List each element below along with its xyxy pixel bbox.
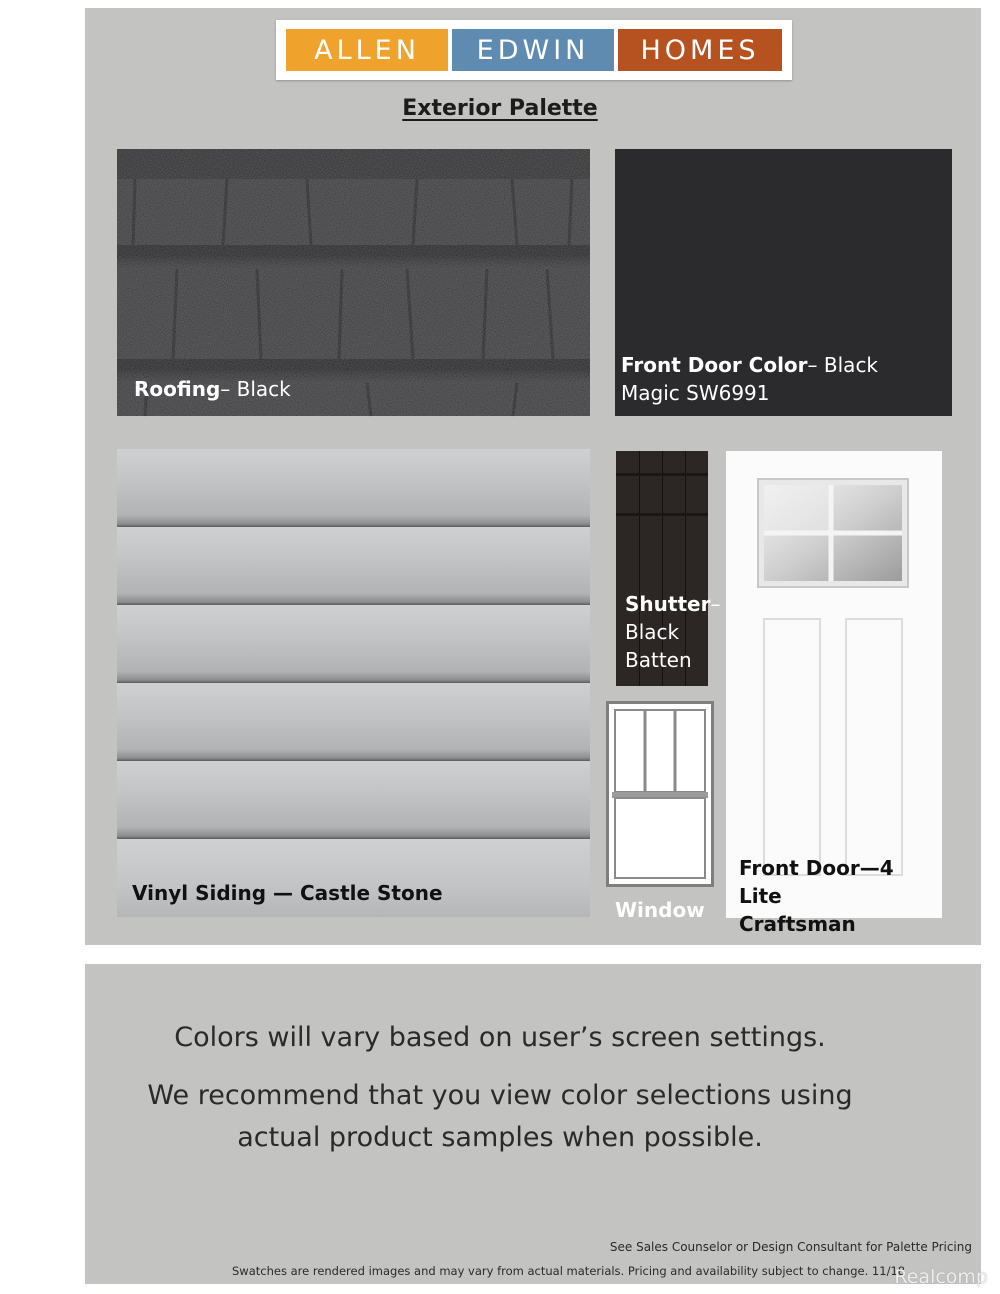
siding-board — [117, 605, 590, 683]
siding-board — [117, 527, 590, 605]
window-label: Window — [615, 898, 705, 922]
front-door-color-label — [621, 351, 878, 407]
window-icon — [609, 704, 711, 884]
disclaimer-note: Swatches are rendered images and may vary from actual materials. Pricing and availability subject to change. 11/18 — [232, 1264, 906, 1278]
front-door-color-name: Front Door Color — [621, 353, 808, 377]
window-swatch — [606, 701, 714, 887]
front-door-style: Front Door—4 Lite — [739, 856, 894, 908]
siding-board — [117, 761, 590, 839]
shutter-dash: – — [710, 592, 721, 616]
front-door-color-value: – Black — [807, 353, 879, 377]
roofing-label — [134, 375, 291, 403]
vinyl-siding-swatch — [117, 449, 590, 917]
front-door-color-code: Magic SW6991 — [621, 381, 770, 405]
page-title: Exterior Palette — [402, 96, 598, 121]
front-door-swatch — [726, 451, 942, 936]
shutter-color: Black — [625, 620, 680, 644]
recommend-note-line1: We recommend that you view color selections using — [147, 1080, 853, 1111]
vinyl-siding-label: Vinyl Siding — Castle Stone — [132, 881, 443, 905]
front-door-label — [739, 854, 942, 938]
siding-board — [117, 683, 590, 761]
allen-edwin-homes-logo — [276, 20, 792, 80]
craftsman-door-icon — [726, 451, 942, 918]
shutter-name: Shutter — [625, 592, 711, 616]
pricing-note: See Sales Counselor or Design Consultant for Palette Pricing — [609, 1240, 972, 1254]
front-door-type: Craftsman — [739, 912, 856, 936]
roofing-name: Roofing — [134, 377, 221, 401]
logo-word-edwin: EDWIN — [452, 29, 614, 71]
logo-word-allen: ALLEN — [286, 29, 448, 71]
realcomp-watermark: Realcomp — [894, 1266, 988, 1288]
roofing-swatch — [117, 149, 590, 416]
shutter-style: Batten — [625, 648, 692, 672]
front-door-color-swatch — [615, 149, 952, 416]
logo-word-homes: HOMES — [618, 29, 782, 71]
siding-board — [117, 449, 590, 527]
shutter-swatch — [616, 451, 721, 686]
roofing-value: – Black — [220, 377, 291, 401]
shutter-label — [625, 590, 720, 674]
recommend-note-line2: actual product samples when possible. — [237, 1122, 763, 1153]
screen-settings-note: Colors will vary based on user’s screen settings. — [174, 1022, 826, 1053]
